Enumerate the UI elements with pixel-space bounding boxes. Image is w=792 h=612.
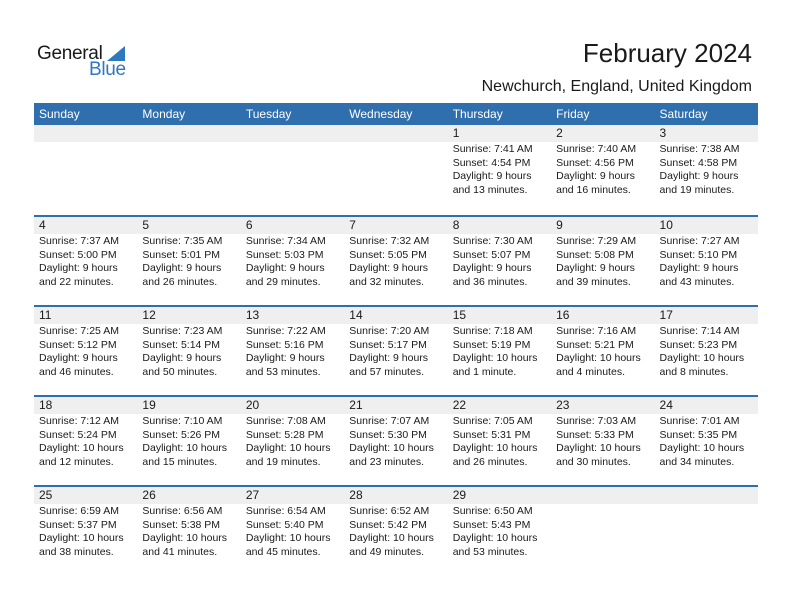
sunrise-text: Sunrise: 6:59 AM (39, 505, 119, 517)
weekday-tuesday: Tuesday (245, 107, 292, 121)
location-subtitle: Newchurch, England, United Kingdom (481, 78, 752, 95)
sunrise-text: Sunrise: 7:35 AM (142, 235, 223, 247)
empty-day-cell (34, 125, 137, 215)
day-number: 19 (137, 397, 240, 414)
page-title: February 2024 (582, 38, 752, 68)
daylight-text: Daylight: 10 hours (349, 532, 434, 544)
day-info (448, 234, 551, 289)
daylight-text: and 29 minutes. (245, 275, 321, 288)
day-number: 15 (448, 307, 551, 324)
daylight-text: Daylight: 9 hours (142, 352, 222, 364)
daylight-text: Daylight: 10 hours (142, 442, 228, 454)
sunset-text: Sunset: 5:03 PM (245, 248, 324, 261)
sunset-text: Sunset: 5:35 PM (659, 428, 738, 441)
sunrise-text: Sunrise: 7:41 AM (452, 143, 533, 155)
daylight-text: Daylight: 10 hours (39, 532, 124, 544)
day-cell (448, 487, 551, 575)
day-cell (448, 397, 551, 485)
daylight-text: and 53 minutes. (452, 545, 528, 558)
day-number (344, 125, 447, 142)
logo-general-text: General (37, 43, 103, 64)
sunset-text: Sunset: 4:58 PM (659, 156, 738, 169)
day-number: 16 (551, 307, 654, 324)
daylight-text: Daylight: 10 hours (245, 442, 331, 454)
day-number: 20 (241, 397, 344, 414)
daylight-text: Daylight: 9 hours (452, 170, 532, 182)
daylight-text: Daylight: 9 hours (659, 170, 739, 182)
day-info (655, 414, 758, 469)
daylight-text: Daylight: 9 hours (142, 262, 222, 274)
day-cell (34, 217, 137, 305)
daylight-text: and 8 minutes. (659, 365, 729, 378)
week-row (34, 215, 758, 305)
day-number: 23 (551, 397, 654, 414)
day-info (34, 414, 137, 469)
sunset-text: Sunset: 5:42 PM (349, 518, 427, 531)
daylight-text: and 45 minutes. (245, 545, 321, 558)
daylight-text: Daylight: 9 hours (245, 262, 325, 274)
day-info (344, 504, 447, 559)
day-info (34, 234, 137, 289)
daylight-text: and 43 minutes. (659, 275, 735, 288)
sunset-text: Sunset: 5:23 PM (659, 338, 738, 351)
sunset-text: Sunset: 5:38 PM (142, 518, 221, 531)
sunset-text: Sunset: 4:54 PM (452, 156, 531, 169)
day-number: 17 (655, 307, 758, 324)
daylight-text: and 19 minutes. (659, 183, 735, 196)
sunrise-text: Sunrise: 6:50 AM (452, 505, 533, 517)
daylight-text: and 23 minutes. (349, 455, 424, 468)
weekday-saturday: Saturday (659, 107, 708, 121)
sunset-text: Sunset: 5:19 PM (452, 338, 531, 351)
sunset-text: Sunset: 5:43 PM (452, 518, 531, 531)
daylight-text: and 50 minutes. (142, 365, 218, 378)
daylight-text: and 39 minutes. (556, 275, 631, 288)
daylight-text: and 49 minutes. (349, 545, 424, 558)
sunrise-text: Sunrise: 7:12 AM (39, 415, 119, 427)
sunrise-text: Sunrise: 7:32 AM (349, 235, 430, 247)
day-cell (655, 217, 758, 305)
sunrise-text: Sunrise: 7:25 AM (39, 325, 119, 337)
day-info (344, 234, 447, 289)
daylight-text: and 1 minute. (452, 365, 517, 378)
weekday-sunday: Sunday (39, 107, 80, 121)
empty-day-cell (241, 125, 344, 215)
daylight-text: and 38 minutes. (39, 545, 114, 558)
empty-day-cell (655, 487, 758, 575)
sunset-text: Sunset: 4:56 PM (556, 156, 634, 169)
day-number: 28 (344, 487, 447, 504)
daylight-text: Daylight: 10 hours (349, 442, 434, 454)
sunrise-text: Sunrise: 7:37 AM (39, 235, 119, 247)
sunset-text: Sunset: 5:00 PM (39, 248, 117, 261)
day-cell (241, 217, 344, 305)
day-number (137, 125, 240, 142)
week-row (34, 125, 758, 215)
sunrise-text: Sunrise: 7:23 AM (142, 325, 223, 337)
daylight-text: Daylight: 10 hours (245, 532, 331, 544)
day-info (448, 504, 551, 559)
sunset-text: Sunset: 5:01 PM (142, 248, 221, 261)
sunrise-text: Sunrise: 7:18 AM (452, 325, 533, 337)
day-number (655, 487, 758, 504)
day-number: 12 (137, 307, 240, 324)
daylight-text: Daylight: 9 hours (452, 262, 532, 274)
day-cell (241, 487, 344, 575)
day-number: 22 (448, 397, 551, 414)
calendar-grid (34, 103, 758, 575)
day-cell (344, 397, 447, 485)
day-info (551, 324, 654, 379)
empty-day-cell (344, 125, 447, 215)
day-number (551, 487, 654, 504)
sunrise-text: Sunrise: 7:22 AM (245, 325, 326, 337)
day-number: 9 (551, 217, 654, 234)
daylight-text: and 32 minutes. (349, 275, 424, 288)
sunset-text: Sunset: 5:17 PM (349, 338, 427, 351)
day-number: 18 (34, 397, 137, 414)
day-info (241, 414, 344, 469)
day-number: 29 (448, 487, 551, 504)
logo (37, 43, 137, 83)
weeks-container (34, 125, 758, 575)
daylight-text: Daylight: 9 hours (556, 262, 635, 274)
daylight-text: and 53 minutes. (245, 365, 321, 378)
day-info (655, 142, 758, 197)
daylight-text: and 4 minutes. (556, 365, 625, 378)
day-info (34, 504, 137, 559)
sunrise-text: Sunrise: 7:27 AM (659, 235, 740, 247)
daylight-text: Daylight: 9 hours (39, 352, 118, 364)
weekday-wednesday: Wednesday (349, 107, 413, 121)
daylight-text: Daylight: 10 hours (556, 442, 641, 454)
day-number (241, 125, 344, 142)
day-info (137, 504, 240, 559)
daylight-text: and 41 minutes. (142, 545, 218, 558)
sunset-text: Sunset: 5:33 PM (556, 428, 634, 441)
daylight-text: Daylight: 10 hours (39, 442, 124, 454)
sunrise-text: Sunrise: 7:16 AM (556, 325, 637, 337)
weekday-header (34, 103, 758, 125)
day-number: 5 (137, 217, 240, 234)
day-number: 8 (448, 217, 551, 234)
day-number: 21 (344, 397, 447, 414)
sunrise-text: Sunrise: 7:07 AM (349, 415, 430, 427)
day-number: 13 (241, 307, 344, 324)
day-cell (344, 307, 447, 395)
daylight-text: and 12 minutes. (39, 455, 114, 468)
daylight-text: Daylight: 10 hours (142, 532, 228, 544)
day-cell (551, 397, 654, 485)
daylight-text: Daylight: 9 hours (556, 170, 635, 182)
sunrise-text: Sunrise: 7:40 AM (556, 143, 637, 155)
daylight-text: Daylight: 10 hours (659, 442, 745, 454)
day-info (448, 324, 551, 379)
day-info (448, 142, 551, 197)
sunrise-text: Sunrise: 6:56 AM (142, 505, 223, 517)
sunrise-text: Sunrise: 7:38 AM (659, 143, 740, 155)
day-info (344, 414, 447, 469)
daylight-text: and 46 minutes. (39, 365, 114, 378)
day-cell (137, 307, 240, 395)
daylight-text: and 57 minutes. (349, 365, 424, 378)
sunrise-text: Sunrise: 6:52 AM (349, 505, 430, 517)
day-cell (551, 217, 654, 305)
day-info (137, 414, 240, 469)
daylight-text: and 16 minutes. (556, 183, 631, 196)
day-info (137, 234, 240, 289)
daylight-text: and 26 minutes. (142, 275, 218, 288)
weekday-thursday: Thursday (452, 107, 503, 121)
sunrise-text: Sunrise: 7:20 AM (349, 325, 430, 337)
daylight-text: Daylight: 10 hours (556, 352, 641, 364)
day-number: 11 (34, 307, 137, 324)
day-number: 25 (34, 487, 137, 504)
day-cell (655, 397, 758, 485)
day-cell (344, 217, 447, 305)
day-info (551, 142, 654, 197)
daylight-text: Daylight: 10 hours (659, 352, 745, 364)
day-info (551, 414, 654, 469)
sunset-text: Sunset: 5:37 PM (39, 518, 117, 531)
sunrise-text: Sunrise: 6:54 AM (245, 505, 326, 517)
sunset-text: Sunset: 5:28 PM (245, 428, 324, 441)
day-cell (34, 307, 137, 395)
day-number: 3 (655, 125, 758, 142)
week-row (34, 305, 758, 395)
day-info (344, 324, 447, 379)
sunrise-text: Sunrise: 7:34 AM (245, 235, 326, 247)
daylight-text: Daylight: 9 hours (349, 262, 429, 274)
day-info (34, 324, 137, 379)
day-info (137, 324, 240, 379)
sunrise-text: Sunrise: 7:30 AM (452, 235, 533, 247)
day-cell (448, 125, 551, 215)
sunset-text: Sunset: 5:26 PM (142, 428, 221, 441)
sunrise-text: Sunrise: 7:14 AM (659, 325, 740, 337)
day-info (655, 234, 758, 289)
day-info (241, 234, 344, 289)
day-number (34, 125, 137, 142)
daylight-text: Daylight: 10 hours (452, 352, 538, 364)
daylight-text: Daylight: 9 hours (245, 352, 325, 364)
daylight-text: and 34 minutes. (659, 455, 735, 468)
sunrise-text: Sunrise: 7:10 AM (142, 415, 223, 427)
day-cell (551, 125, 654, 215)
day-number: 2 (551, 125, 654, 142)
daylight-text: and 13 minutes. (452, 183, 528, 196)
sunset-text: Sunset: 5:12 PM (39, 338, 117, 351)
sunset-text: Sunset: 5:24 PM (39, 428, 117, 441)
day-cell (241, 397, 344, 485)
day-number: 14 (344, 307, 447, 324)
day-info (241, 324, 344, 379)
sunset-text: Sunset: 5:08 PM (556, 248, 634, 261)
day-number: 26 (137, 487, 240, 504)
sunset-text: Sunset: 5:16 PM (245, 338, 324, 351)
day-cell (137, 487, 240, 575)
week-row (34, 485, 758, 575)
empty-day-cell (137, 125, 240, 215)
day-cell (344, 487, 447, 575)
daylight-text: and 26 minutes. (452, 455, 528, 468)
sunset-text: Sunset: 5:40 PM (245, 518, 324, 531)
day-cell (34, 397, 137, 485)
day-cell (551, 307, 654, 395)
day-number: 1 (448, 125, 551, 142)
day-cell (448, 307, 551, 395)
daylight-text: Daylight: 9 hours (659, 262, 739, 274)
day-cell (137, 397, 240, 485)
day-cell (137, 217, 240, 305)
day-info (551, 234, 654, 289)
daylight-text: Daylight: 10 hours (452, 532, 538, 544)
empty-day-cell (551, 487, 654, 575)
day-cell (448, 217, 551, 305)
daylight-text: Daylight: 9 hours (39, 262, 118, 274)
sunset-text: Sunset: 5:05 PM (349, 248, 427, 261)
week-row (34, 395, 758, 485)
day-info (448, 414, 551, 469)
day-cell (655, 125, 758, 215)
daylight-text: Daylight: 10 hours (452, 442, 538, 454)
sunset-text: Sunset: 5:21 PM (556, 338, 634, 351)
daylight-text: and 19 minutes. (245, 455, 321, 468)
sunrise-text: Sunrise: 7:05 AM (452, 415, 533, 427)
sunset-text: Sunset: 5:30 PM (349, 428, 427, 441)
day-number: 6 (241, 217, 344, 234)
sunrise-text: Sunrise: 7:08 AM (245, 415, 326, 427)
day-number: 7 (344, 217, 447, 234)
sunrise-text: Sunrise: 7:29 AM (556, 235, 637, 247)
day-number: 27 (241, 487, 344, 504)
sunset-text: Sunset: 5:07 PM (452, 248, 531, 261)
logo-blue-text: Blue (89, 59, 126, 80)
sunrise-text: Sunrise: 7:01 AM (659, 415, 740, 427)
sunset-text: Sunset: 5:31 PM (452, 428, 531, 441)
weekday-monday: Monday (142, 107, 186, 121)
day-cell (655, 307, 758, 395)
sunset-text: Sunset: 5:10 PM (659, 248, 738, 261)
weekday-friday: Friday (556, 107, 590, 121)
day-info (655, 324, 758, 379)
day-number: 24 (655, 397, 758, 414)
day-number: 4 (34, 217, 137, 234)
day-cell (241, 307, 344, 395)
daylight-text: and 22 minutes. (39, 275, 114, 288)
sunset-text: Sunset: 5:14 PM (142, 338, 221, 351)
day-info (241, 504, 344, 559)
day-number: 10 (655, 217, 758, 234)
sunrise-text: Sunrise: 7:03 AM (556, 415, 637, 427)
daylight-text: and 15 minutes. (142, 455, 218, 468)
daylight-text: Daylight: 9 hours (349, 352, 429, 364)
daylight-text: and 30 minutes. (556, 455, 631, 468)
daylight-text: and 36 minutes. (452, 275, 528, 288)
day-cell (34, 487, 137, 575)
